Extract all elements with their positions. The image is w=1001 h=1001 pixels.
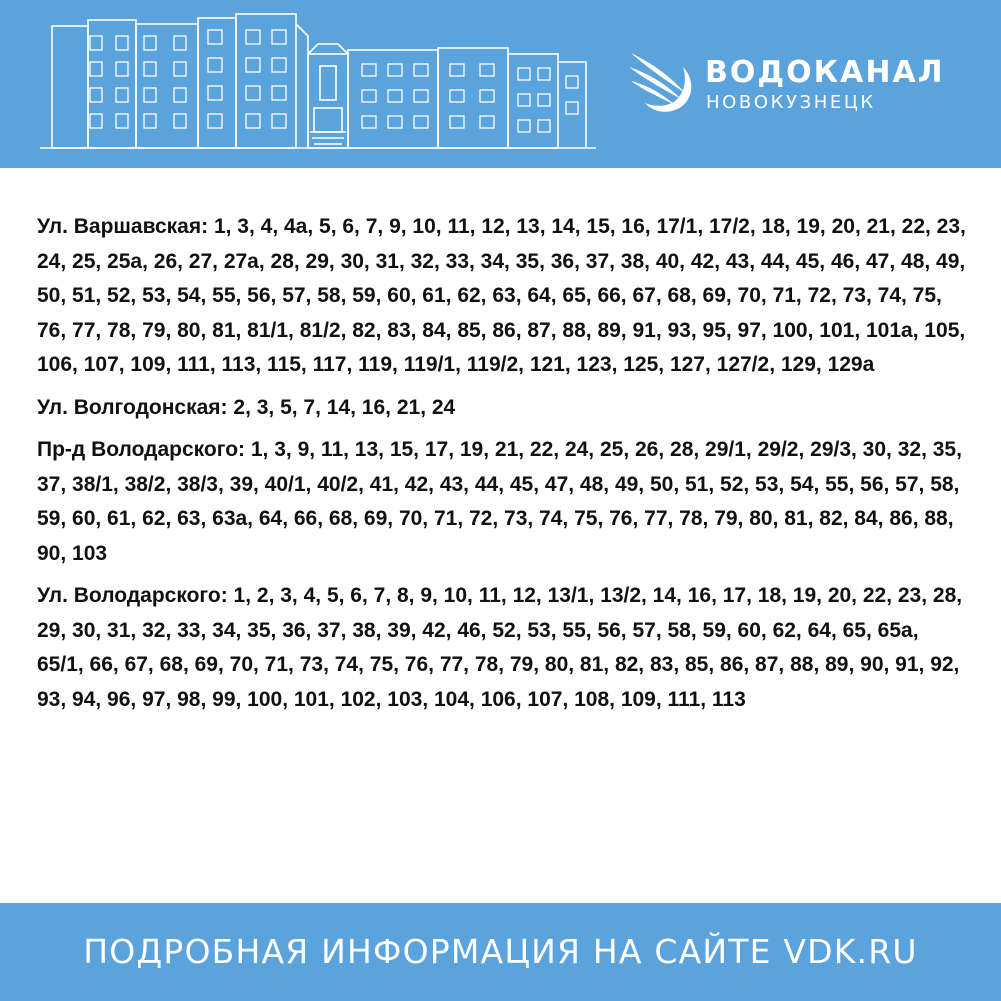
street-name: Пр-д Володарского: [37, 438, 246, 461]
address-list [37, 210, 967, 725]
house-numbers: 1, 2, 3, 4, 5, 6, 7, 8, 9, 10, 11, 12, 13/1, 13/2, 14, 16, 17, 18, 19, 20, 22, 23, 28, 29, 30, 31, 32, 33, 34, 35, 36, 37, 38, 39, 42, 46, 52, 53, 55, 56, 57, 58, 59, 60, 62, 64, 65, 65а, 65/1, 66, 67, 68, 69, 70, 71, 73, 74, 75, 76, 77, 78, 79, 80, 81, 82, 83, 85, 86, 87, 88, 89, 90, 91, 92, 93, 94, 96, 97, 98, 99, 100, 101, 102, 103, 104, 106, 107, 108, 109, 111, 113 [37, 584, 963, 711]
street-entry [37, 391, 967, 426]
brand-city: НОВОКУЗНЕЦК [706, 92, 876, 113]
house-numbers: 2, 3, 5, 7, 14, 16, 21, 24 [233, 395, 456, 419]
brand-name: ВОДОКАНАЛ [705, 55, 945, 90]
footer-website-text: ПОДРОБНАЯ ИНФОРМАЦИЯ НА САЙТЕ VDK.RU [83, 932, 918, 971]
house-numbers: 1, 3, 9, 11, 13, 15, 17, 19, 21, 22, 24, 25, 26, 28, 29/1, 29/2, 29/3, 30, 32, 35, 37, 38/1, 38/2, 38/3, 39, 40/1, 40/2, 41, 42, 43, 44, 45, 47, 48, 49, 50, 51, 52, 53, 54, 55, 56, 57, 58, 59, 60, 61, 62, 63, 63а, 64, 66, 68, 69, 70, 71, 72, 73, 74, 75, 76, 77, 78, 79, 80, 81, 82, 84, 86, 88, 90, 103 [37, 438, 962, 565]
street-name: Ул. Володарского: [37, 584, 228, 607]
street-name: Ул. Варшавская: [37, 215, 209, 238]
footer-banner [0, 903, 1001, 1001]
building-illustration [40, 10, 600, 150]
street-entry [37, 210, 967, 383]
house-numbers: 1, 3, 4, 4а, 5, 6, 7, 9, 10, 11, 12, 13, 14, 15, 16, 17/1, 17/2, 18, 19, 20, 21, 22, 23, 24, 25, 25а, 26, 27, 27а, 28, 29, 30, 31, 32, 33, 34, 35, 36, 37, 38, 40, 42, 43, 44, 45, 46, 47, 48, 49, 50, 51, 52, 53, 54, 55, 56, 57, 58, 59, 60, 61, 62, 63, 64, 65, 66, 67, 68, 69, 70, 71, 72, 73, 74, 75, 76, 77, 78, 79, 80, 81, 81/1, 81/2, 82, 83, 84, 85, 86, 87, 88, 89, 91, 93, 95, 97, 100, 101, 101а, 105, 106, 107, 109, 111, 113, 115, 117, 119, 119/1, 119/2, 121, 123, 125, 127, 127/2, 129, 129а [37, 215, 966, 376]
street-name: Ул. Волгодонская: [37, 395, 228, 419]
street-entry [37, 433, 967, 571]
street-entry [37, 579, 967, 717]
header-banner [0, 0, 1001, 168]
vodokanal-logo [625, 45, 965, 125]
water-drop-logo-icon [625, 45, 697, 117]
